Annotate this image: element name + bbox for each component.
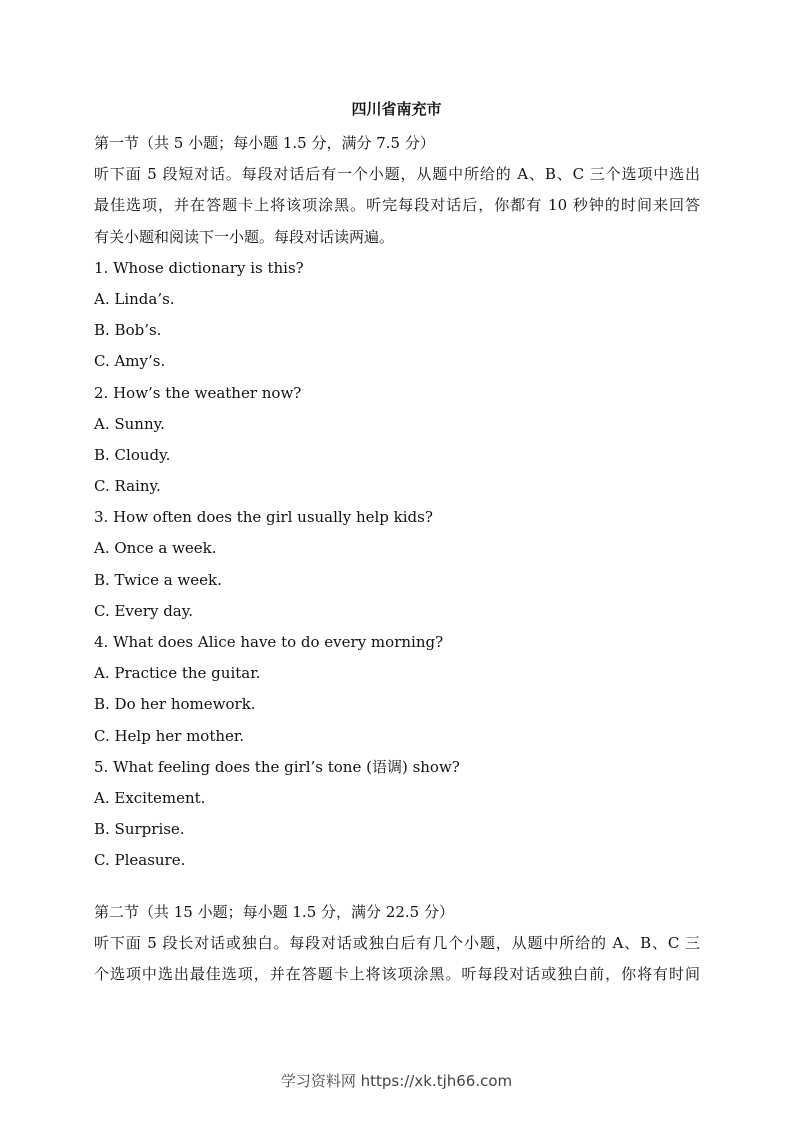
section-1-instructions-line: 有关小题和阅读下一小题。每段对话读两遍。 <box>94 227 395 246</box>
section-gap <box>94 877 700 897</box>
question-4-option-c: C. Help her mother. <box>94 726 245 745</box>
question-5-option-c: C. Pleasure. <box>94 851 186 870</box>
section-2-instructions-line: 个选项中选出最佳选项，并在答题卡上将该项涂黑。听每段对话或独白前，你将有时间 <box>94 964 700 983</box>
question-3-option-a: A. Once a week. <box>94 539 217 558</box>
question-1-option-c: C. Amy’s. <box>94 352 166 371</box>
question-1-stem: 1. Whose dictionary is this? <box>94 258 304 277</box>
question-3-stem: 3. How often does the girl usually help kids? <box>94 508 433 527</box>
question-2-option-a: A. Sunny. <box>94 414 165 433</box>
document-body <box>94 128 700 990</box>
question-3-option-b: B. Twice a week. <box>94 570 222 589</box>
section-2-header: 第二节（共 15 小题；每小题 1.5 分，满分 22.5 分） <box>94 902 454 921</box>
question-2-option-b: B. Cloudy. <box>94 445 171 464</box>
question-5-stem: 5. What feeling does the girl’s tone (语调) show? <box>94 757 460 776</box>
question-4-option-a: A. Practice the guitar. <box>94 664 261 683</box>
section-1-header: 第一节（共 5 小题；每小题 1.5 分，满分 7.5 分） <box>94 134 435 152</box>
question-5-option-a: A. Excitement. <box>94 788 206 807</box>
question-4-option-b: B. Do her homework. <box>94 695 256 714</box>
question-1-option-b: B. Bob’s. <box>94 321 162 340</box>
page-title: 四川省南充市 <box>351 100 442 118</box>
question-1-option-a: A. Linda’s. <box>94 289 175 308</box>
section-1-instructions-line: 最佳选项，并在答题卡上将该项涂黑。听完每段对话后，你都有 10 秒钟的时间来回答 <box>94 196 700 215</box>
question-2-option-c: C. Rainy. <box>94 477 161 496</box>
question-2-stem: 2. How’s the weather now? <box>94 383 302 402</box>
footer-watermark: 学习资料网 https://xk.tjh66.com <box>280 1072 513 1090</box>
question-4-stem: 4. What does Alice have to do every morning? <box>94 633 444 651</box>
section-2-instructions-line: 听下面 5 段长对话或独白。每段对话或独白后有几个小题，从题中所给的 A、B、C 三 <box>94 933 700 952</box>
question-3-option-c: C. Every day. <box>94 601 193 620</box>
question-5-option-b: B. Surprise. <box>94 820 185 839</box>
section-1-instructions-line: 听下面 5 段短对话。每段对话后有一个小题，从题中所给的 A、B、C 三个选项中选出 <box>94 165 700 184</box>
